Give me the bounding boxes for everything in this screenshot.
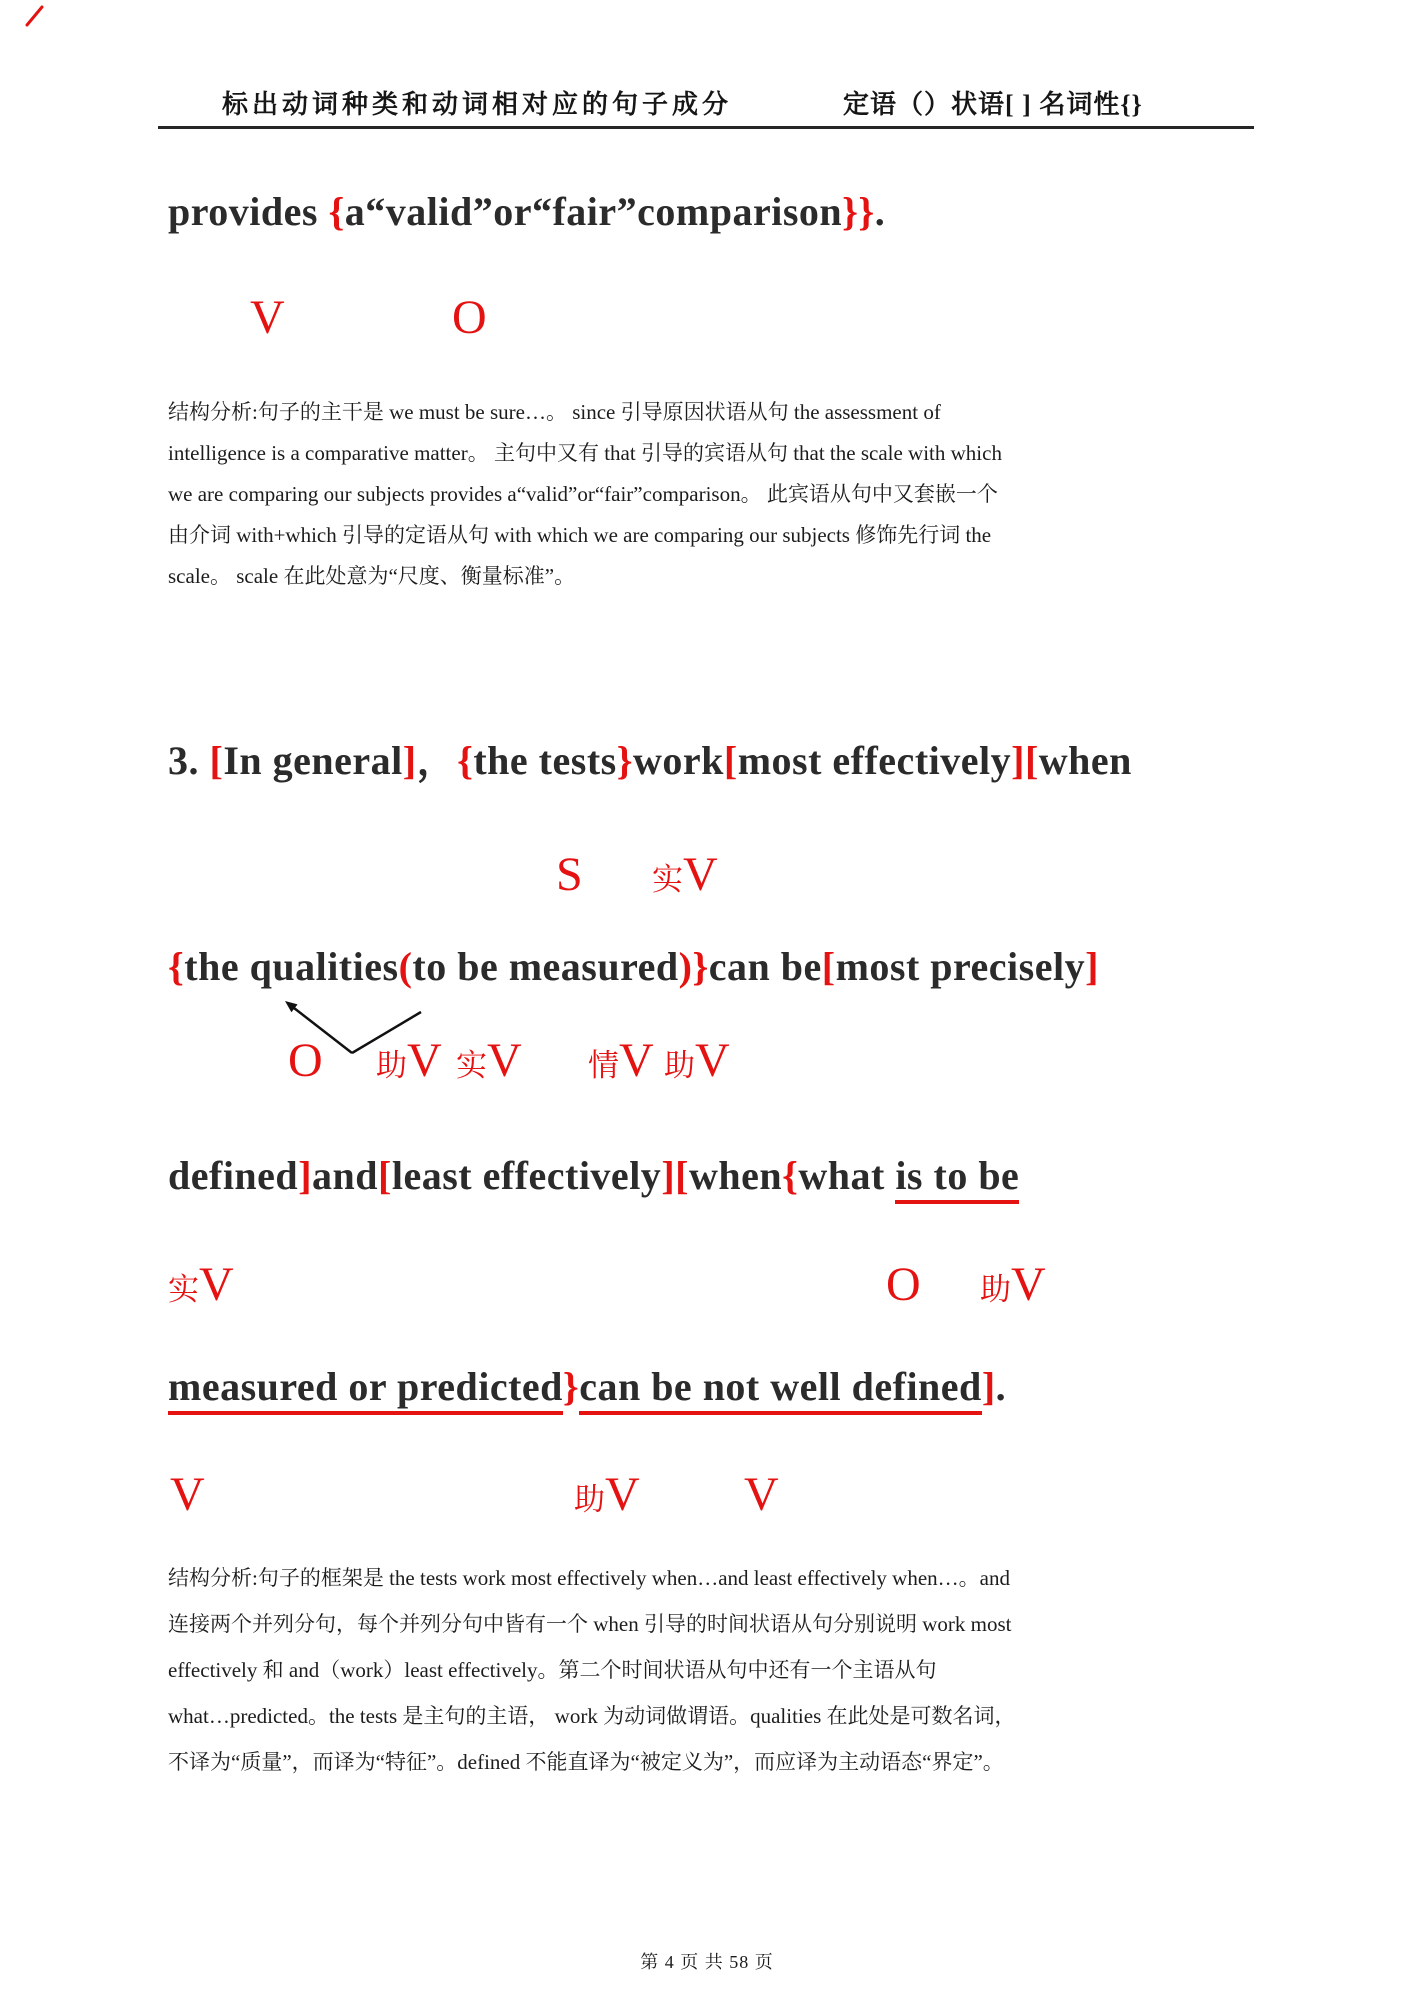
text-segment: V [605,1468,640,1521]
corner-red-mark-icon [22,2,52,32]
text-segment: V [407,1034,442,1087]
text-segment: 实 [456,1048,487,1083]
sentence3-line3 [168,1152,1019,1200]
text-segment: least effectively [391,1153,662,1198]
text-segment: the qualities [184,944,399,989]
text-segment: provides [168,189,329,234]
grammar-label-verb [250,291,285,344]
text-segment: 助 [664,1048,695,1083]
text-segment: work [632,738,724,783]
text-segment: } [562,1364,580,1409]
text-segment: the tests [473,738,617,783]
grammar-label-auxiliary-verb [980,1258,1046,1311]
text-segment: defined [168,1153,299,1198]
paragraph-line: 连接两个并列分句，每个并列分句中皆有一个 when 引导的时间状语从句分别说明 work most [168,1612,1012,1636]
text-segment: { [457,738,474,783]
text-segment: what [798,1153,896,1198]
grammar-label-main-verb [652,848,718,901]
text-segment: most precisely [835,944,1086,989]
text-segment: In general [223,738,403,783]
grammar-label-auxiliary-verb [664,1034,730,1087]
paragraph-line: intelligence is a comparative matter。 主句中又有 that 引导的宾语从句 that the scale with which [168,441,1002,465]
paragraph-line: what…predicted。the tests 是主句的主语， work 为动词做谓语。qualities 在此处是可数名词， [168,1704,1016,1728]
text-segment: . [995,1364,1007,1409]
text-segment: { [782,1153,799,1198]
text-segment: ] [298,1153,313,1198]
header-right-legend: 定语（）状语[ ] 名词性{} [843,90,1143,119]
text-segment: O [288,1034,323,1087]
text-segment: [ [723,738,738,783]
grammar-label-verb [170,1468,205,1521]
grammar-label-object [452,291,487,344]
text-segment: ， [416,738,458,783]
grammar-label-verb [744,1468,779,1521]
grammar-label-subject [556,848,583,901]
text-segment: 助 [980,1272,1011,1307]
text-segment: V [683,848,718,901]
text-segment: V [744,1468,779,1521]
text-segment: V [250,291,285,344]
text-segment: V [1011,1258,1046,1311]
grammar-label-main-verb [456,1034,522,1087]
text-segment: } [616,738,633,783]
text-segment: measured or predicted [168,1364,563,1415]
grammar-label-modal-verb [588,1034,654,1087]
text-segment: 实 [652,862,683,897]
grammar-label-auxiliary-verb [376,1034,442,1087]
text-segment: O [886,1258,921,1311]
text-segment: when [688,1153,783,1198]
text-segment: and [312,1153,379,1198]
text-segment: 实 [168,1272,199,1307]
sentence3-line4 [168,1363,1006,1411]
text-segment: [ [821,944,836,989]
text-segment: 3. [168,738,210,783]
text-segment: S [556,848,583,901]
text-segment: ] [402,738,417,783]
text-segment: can be [708,944,822,989]
text-segment: 助 [574,1482,605,1517]
text-segment: is to be [895,1153,1019,1204]
paragraph-line: effectively 和 and（work）least effectively。第二个时间状语从句中还有一个主语从句 [168,1658,937,1682]
text-segment: )} [678,944,709,989]
text-segment: }} [842,189,875,234]
text-segment: [ [209,738,224,783]
text-segment: V [199,1258,234,1311]
paragraph-line: we are comparing our subjects provides a“valid”or“fair”comparison。 此宾语从句中又套嵌一个 [168,482,998,506]
text-segment: V [487,1034,522,1087]
text-segment: ][ [661,1153,689,1198]
text-segment: 助 [376,1048,407,1083]
text-segment: V [619,1034,654,1087]
paragraph-line: scale。 scale 在此处意为“尺度、衡量标准”。 [168,564,576,588]
text-segment: can be not well defined [579,1364,982,1415]
text-segment: when [1038,738,1132,783]
text-segment: ] [1085,944,1099,989]
text-segment: most effectively [737,738,1012,783]
text-segment: ( [398,944,413,989]
grammar-label-auxiliary-verb [574,1468,640,1521]
analysis-paragraph-1 [168,392,1002,597]
text-segment: { [168,944,185,989]
analysis-paragraph-2 [168,1555,1016,1785]
text-segment: { [328,189,345,234]
grammar-label-object [288,1034,323,1087]
page-number-footer: 第 4 页 共 58 页 [640,1952,774,1972]
text-segment: . [874,189,886,234]
text-segment: O [452,291,487,344]
text-segment: V [170,1468,205,1521]
text-segment: ] [981,1364,996,1409]
paragraph-line: 结构分析:句子的框架是 the tests work most effectively when…and least effectively when…。and [168,1566,1010,1590]
text-segment: V [695,1034,730,1087]
sentence3-line1 [168,737,1132,785]
text-segment: 情 [588,1048,619,1083]
grammar-label-object [886,1258,921,1311]
header-left-title: 标出动词种类和动词相对应的句子成分 [222,90,733,119]
paragraph-line: 结构分析:句子的主干是 we must be sure…。 since 引导原因状语从句 the assessment of [168,400,941,424]
paragraph-line: 由介词 with+which 引导的定语从句 with which we are comparing our subjects 修饰先行词 the [168,523,992,547]
text-segment: to be measured [412,944,679,989]
text-segment: ][ [1011,738,1039,783]
text-segment: a“valid”or“fair”comparison [344,189,843,234]
paragraph-line: 不译为“质量”，而译为“特征”。defined 不能直译为“被定义为”，而应译为主动语态“界定”。 [168,1750,1004,1774]
text-segment: [ [378,1153,392,1198]
grammar-label-main-verb [168,1258,234,1311]
header-rule [158,126,1254,129]
sentence2-fragment-line [168,188,885,236]
